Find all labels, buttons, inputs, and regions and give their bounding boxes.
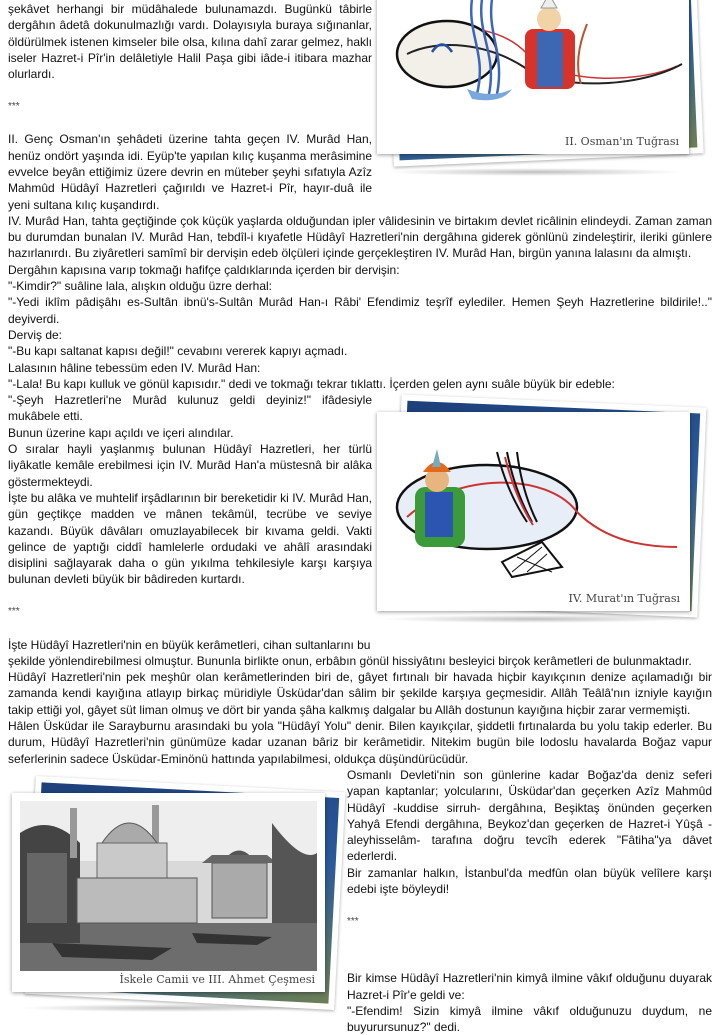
section-row (8, 767, 712, 1035)
section-row (8, 1, 712, 213)
figure-murat-tughra (377, 412, 690, 611)
engraving-illustration (12, 793, 325, 992)
text-block-top-left (8, 1, 372, 213)
paragraph: Osmanlı Devleti'nin son günlerine kadar Boğaz'da deniz seferi yapan kaptanlar; yolcularını, Üsküdar'dan geçerken Azîz Mahmûd Hüdâyî -kuddise sirruh- dergâhına, Beşiktaş önünden geçerken Yahyâ Efendi dergâhına, Beykoz'dan geçerken de Hazret-i Yûşâ -aleyhisselâm- tarafına doğru tevcîh ederek "Fâtiha"ya dâvet ederlerdi. (347, 767, 712, 864)
section-separator: *** (347, 915, 359, 927)
paragraph: "-Lala! Bu kapı kulluk ve gönül kapısıdır." dedi ve tokmağı tekrar tıklattı. İçerden gelen aynı suâle büyük bir edeble: (8, 376, 615, 391)
paragraph: Bir kimse Hüdâyî Hazretleri'nin kimyâ ilmine vâkıf olduğunu duyarak Hazret-i Pîr'e geldi ve: (347, 971, 712, 1002)
paragraph: Hâlen Üsküdar ile Sarayburnu arasındaki bu yola "Hüdâyî Yolu" denir. Bilen kayıkçılar, şiddetli fırtınalarda bu yolu takip ederler. Bu durum, Hüdâyî Hazretleri'nin günümüze kadar uzanan bâriz bir kerâmetidir. Nitekim bugün bile lodoslu havalarda Boğaz vapur seferlerinin sadece Üsküdar-Eminönü hattında yapılabilmesi, oldukça düşündürücüdür. (8, 719, 712, 766)
paragraph: Derviş de: (8, 327, 63, 342)
figure-caption: IV. Murat'ın Tuğrası (568, 592, 680, 606)
paragraph: Dergâhın kapısına varıp tokmağı hafifçe çaldıklarında içerden bir dervişin: (8, 262, 400, 277)
figure-area (8, 767, 347, 1015)
figure-shadow (380, 615, 690, 623)
paragraph: İşte Hüdâyî Hazretleri'nin en büyük kerâmetleri, cihan sultanlarını bu (8, 637, 371, 652)
paragraph: "-Kimdir?" suâline lala, alışkın olduğu üzre derhal: (8, 279, 272, 294)
paragraph: "-Bu kapı saltanat kapısı değil!" cevabını vererek kapıyı açmadı. (8, 344, 348, 359)
section-separator: *** (8, 100, 20, 112)
paragraph: II. Genç Osman'ın şehâdeti üzerine tahta geçen IV. Murâd Han, henüz ondört yaşında idi. Eyüp'te yapılan kılıç kuşanma merâsimine evvelce beyân ettiğimiz üzere devrin en müteber şeyhi sıfatıyla Azîz Mahmûd Hüdâyî Hazretleri çağırıldı ve Hazret-i Pîr, hayır-duâ ile yeni sultana kılıç kuşandırdı. (8, 132, 372, 212)
text-block-lower-full (8, 653, 712, 767)
paragraph: "-Şeyh Hazretleri'ne Murâd kulunuz geldi deyiniz!" ifâdesiyle mukâbele etti. (8, 393, 372, 424)
paragraph: IV. Murâd Han, tahta geçtiğinde çok küçük yaşlarda olduğundan ipler vâlidesinin ve birtakım devlet ricâlinin elindeydi. Zaman zaman bu durumdan bunalan IV. Murâd Han, tebdîl-i kıyafetle Hüdâyî Hazretleri'nin dergâhına giderek gönlünü zindeleştirir, ileriki günlere hazırlanırdı. Bu ziyâretleri samîmî bir dervişin edeb ölçüleri içinde gerçekleştiren IV. Murâd Han, birgün yanına lalasını da almıştı. (8, 213, 712, 261)
paragraph: O sıralar hayli yaşlanmış bulunan Hüdâyî Hazretleri, her türlü liyâkatle kemâle erebilmesi için IV. Murâd Han'a müstesnâ bir alâka göstermekteydi. (8, 442, 372, 489)
paragraph: Hüdâyî Hazretleri'nin pek meşhûr olan kerâmetlerinden biri de, gâyet fırtınalı bir havada hiçbir kayıkçının denize açılamadığı bir zamanda kendi kayığına atlayıp birkaç müridiyle Üsküdar'dan sâlim bir şekilde karşıya geçmesidir. Allâh Teâlâ'nın izniyle kayığın takip ettiği yol, gâyet süt liman olmuş ve dört bir yanda şâha kalkmış dalgalar bu Allâh dostunun kayığına hiçbir zarar vermemişti. (8, 670, 712, 717)
section-row (8, 392, 712, 653)
article (8, 1, 712, 1035)
paragraph: Bunun üzerine kapı açıldı ve içeri alındılar. (8, 425, 234, 440)
tughra-illustration (377, 412, 690, 611)
text-block-full-width (8, 213, 712, 392)
figure-iskele-camii (12, 793, 325, 992)
paragraph: Bir zamanlar halkın, İstanbul'da medfûn olan büyük velîlere karşı edebi işte böyleydi! (347, 865, 712, 897)
figure-osman-tughra (377, 0, 689, 154)
paragraph: İşte bu alâka ve muhtelif irşâdlarının bir bereketidir ki IV. Murâd Han, gün geçtikçe madden ve mânen tekâmül, tecrübe ve seviye kazandı. Büyük dâvâları omuzlayabilecek bir kıvama geldi. Vakti gelince de yaptığı ciddî hamlelerle ordudaki ve ahâlî arasındaki disiplini sağlayarak daha o gün yıkılma tehkilesiyle karşı karşıya bulunan devleti büyük bir bâdireden kurtardı. (8, 490, 372, 587)
paragraph: "-Yedi iklîm pâdişâhı es-Sultân ibnü's-Sultân Murâd Han-ı Râbi' Efendimiz teşrîf eylediler. Hemen Şeyh Hazretlerine bildirile!.." deyiverdi. (8, 295, 712, 326)
figure-caption: II. Osman'ın Tuğrası (565, 135, 679, 148)
figure-area (372, 392, 712, 624)
paragraph: Lalasının hâline tebessüm eden IV. Murâd Han: (8, 360, 261, 375)
paragraph: "-Efendim! Sizin kimyâ ilmine vâkıf olduğunuzu duydum, ne buyurursunuz?" dedi. (347, 1003, 712, 1035)
figure-area (372, 1, 712, 177)
paragraph: şekâvet herhangi bir müdâhalede bulunamazdı. Bugünkü tâbirle dergâhın âdetâ dokunulmazlığı vardı. Dolayısıyla buraya sığınanlar, öldürülmek istenen kimseler bile olsa, kılına dahî zarar gelmez, haklı iseler Hazret-i Pîr'in delâletiyle Halil Paşa gibi iâde-i itibara mazhar olurlardı. (8, 2, 372, 82)
figure-caption: İskele Camii ve III. Ahmet Çeşmesi (119, 972, 315, 986)
figure-shadow (385, 168, 685, 176)
section-separator: *** (8, 605, 20, 617)
tughra-illustration (377, 0, 689, 154)
text-block-bottom-right (347, 767, 712, 1035)
text-block-mid-left (8, 392, 372, 653)
paragraph: şekilde yönlendirebilmesi olmuştur. Bununla birlikte onun, erbâbın gönül hissiyâtını besleyici birçok kerâmetleri de bulunmaktadır. (8, 653, 692, 668)
